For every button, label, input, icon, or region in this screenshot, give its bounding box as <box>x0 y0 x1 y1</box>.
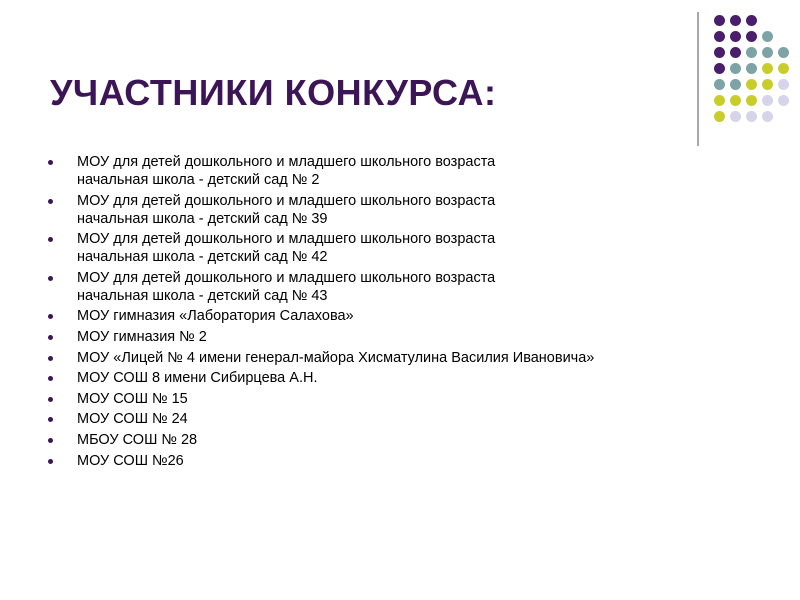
list-item <box>48 410 768 428</box>
decorative-dot <box>778 63 789 74</box>
bullet-icon <box>48 356 53 361</box>
decorative-dot <box>714 63 725 74</box>
decorative-dot <box>746 31 757 42</box>
list-item-text-continued: начальная школа - детский сад № 2 <box>77 172 320 188</box>
decorative-dot-grid <box>0 0 800 140</box>
slide-title: УЧАСТНИКИ КОНКУРСА: <box>50 72 497 113</box>
decorative-dot <box>730 47 741 58</box>
list-item <box>48 369 768 387</box>
list-item <box>48 390 768 408</box>
decorative-dot <box>714 47 725 58</box>
decorative-dot <box>714 95 725 106</box>
decorative-dot <box>762 63 773 74</box>
decorative-dot <box>730 63 741 74</box>
list-item <box>48 452 768 470</box>
decorative-dot <box>762 95 773 106</box>
participants-list <box>48 153 768 472</box>
decorative-dot <box>746 95 757 106</box>
list-item-text-continued: начальная школа - детский сад № 43 <box>77 287 328 304</box>
list-item-text: МОУ СОШ № 15 <box>77 390 188 407</box>
list-item-text: МОУ гимназия «Лаборатория Салахова» <box>77 308 354 325</box>
list-item-text: МОУ для детей дошкольного и младшего школьного возраста <box>77 269 496 286</box>
list-item <box>48 153 768 189</box>
bullet-icon <box>48 276 53 281</box>
decorative-dot <box>746 111 757 122</box>
bullet-icon <box>48 335 53 340</box>
list-item-text: МОУ СОШ 8 имени Сибирцева А.Н. <box>77 370 318 387</box>
list-item <box>48 328 768 346</box>
list-item <box>48 307 768 325</box>
list-item-text: МОУ для детей дошкольного и младшего школьного возраста <box>77 192 496 209</box>
decorative-dot <box>714 111 725 122</box>
list-item-text: МОУ гимназия № 2 <box>77 328 207 345</box>
decorative-dot <box>778 95 789 106</box>
decorative-dot <box>714 15 725 26</box>
decorative-dot <box>714 31 725 42</box>
bullet-icon <box>48 160 53 165</box>
decorative-dot <box>762 79 773 90</box>
decorative-dot <box>746 47 757 58</box>
decorative-dot <box>778 79 789 90</box>
list-item-text: МБОУ СОШ № 28 <box>77 431 198 448</box>
bullet-icon <box>48 314 53 319</box>
list-item-text: МОУ СОШ №26 <box>77 452 184 469</box>
bullet-icon <box>48 376 53 381</box>
list-item-text-continued: начальная школа - детский сад № 39 <box>77 210 328 227</box>
list-item-text: МОУ СОШ № 24 <box>77 411 188 428</box>
list-item <box>48 269 768 305</box>
decorative-dot <box>762 47 773 58</box>
decorative-dot <box>746 15 757 26</box>
decorative-dot <box>778 47 789 58</box>
vertical-divider <box>697 12 699 146</box>
bullet-icon <box>48 417 53 422</box>
list-item-text: МОУ для детей дошкольного и младшего школьного возраста <box>77 231 496 248</box>
decorative-dot <box>730 111 741 122</box>
bullet-icon <box>48 397 53 402</box>
list-item-text-continued: начальная школа - детский сад № 42 <box>77 249 328 266</box>
list-item-text: МОУ для детей дошкольного и младшего школьного возраста <box>77 154 496 170</box>
list-item <box>48 431 768 449</box>
decorative-dot <box>746 79 757 90</box>
decorative-dot <box>730 95 741 106</box>
decorative-dot <box>762 111 773 122</box>
decorative-dot <box>746 63 757 74</box>
bullet-icon <box>48 438 53 443</box>
bullet-icon <box>48 459 53 464</box>
bullet-icon <box>48 237 53 242</box>
list-item <box>48 230 768 266</box>
decorative-dot <box>762 31 773 42</box>
bullet-icon <box>48 199 53 204</box>
list-item <box>48 192 768 228</box>
list-item-text: МОУ «Лицей № 4 имени генерал-майора Хисматулина Василия Ивановича» <box>77 349 595 366</box>
decorative-dot <box>730 15 741 26</box>
decorative-dot <box>730 79 741 90</box>
list-item <box>48 349 768 367</box>
decorative-dot <box>714 79 725 90</box>
decorative-dot <box>730 31 741 42</box>
